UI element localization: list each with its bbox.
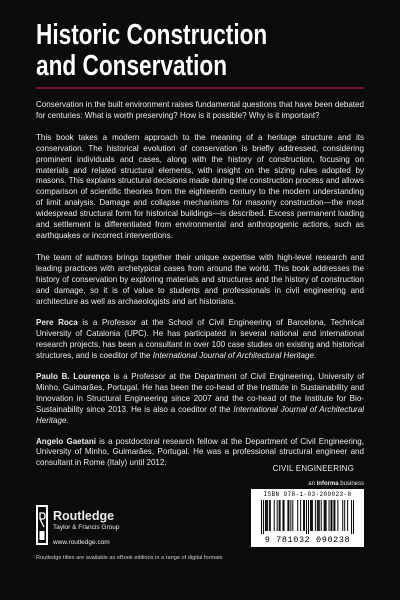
- barcode-bar: [279, 500, 280, 531]
- barcode-bar: [290, 500, 291, 531]
- barcode-bar: [347, 500, 348, 531]
- blurb-body: [36, 100, 364, 479]
- barcode-bar: [284, 500, 285, 531]
- barcode-bar: [317, 500, 318, 531]
- sentence-end: .: [66, 415, 69, 425]
- barcode-bar: [311, 500, 312, 531]
- subject-category: CIVIL ENGINEERING: [272, 464, 354, 473]
- barcode-bar: [283, 500, 284, 531]
- barcode-bar: [351, 500, 352, 534]
- barcode-bar: [326, 500, 327, 531]
- barcode-bar: [300, 500, 301, 531]
- barcode-bar: [263, 500, 264, 534]
- barcode-bar: [288, 500, 289, 531]
- sentence-end: .: [313, 351, 317, 361]
- barcode-digits: 9 781032 090238: [264, 535, 351, 545]
- barcode-bar: [310, 500, 311, 531]
- barcode-bar: [303, 500, 304, 531]
- informa-tagline: [308, 481, 364, 487]
- informa-prefix: an: [308, 481, 317, 487]
- publisher-block: [53, 510, 119, 547]
- barcode-bar: [318, 500, 319, 531]
- barcode-bar: [287, 500, 288, 531]
- barcode-bar: [308, 500, 309, 534]
- barcode-bar: [267, 500, 268, 531]
- journal-title: International Journal of Architectural Heritage: [152, 351, 314, 361]
- barcode-bar: [304, 500, 305, 531]
- barcode-bar: [277, 500, 278, 531]
- barcode-bar: [329, 500, 330, 531]
- title-line-1: Historic Construction: [36, 19, 268, 51]
- barcode-bar: [324, 500, 325, 531]
- barcode-bar: [270, 500, 271, 531]
- barcode-bar: [331, 500, 332, 531]
- barcode-bar: [337, 500, 338, 531]
- barcode-bar: [261, 500, 262, 534]
- barcode-bar: [266, 500, 267, 531]
- publisher-name: Routledge: [53, 509, 115, 523]
- barcode-bar: [344, 500, 345, 531]
- informa-brand: informa: [316, 481, 339, 487]
- barcode-bar: [269, 500, 270, 531]
- barcode-bars: [261, 500, 354, 534]
- routledge-logo-icon: [36, 505, 48, 545]
- barcode-bar: [325, 500, 326, 531]
- barcode-bar: [342, 500, 343, 531]
- ebook-note: Routledge titles are available as eBook editions in a range of digital formats: [36, 555, 223, 561]
- author-bio: is a postdoctoral research fellow at the Department of Civil Engineering, University of Minho, Guimarães, Portugal. He was a professional structural engineer and consultant in Rome (Italy) until 2012.: [36, 436, 364, 468]
- team-paragraph: The team of authors brings together their unique expertise with high-level research and leading practices with archetypical cases from around the world. This book addresses the history of conservation by exploring materials and structures and the history of construction and damage, so it is of value to students and professionals in civil engineering and architecture as well as archaeologists and art historians.: [36, 252, 364, 306]
- barcode-bar: [312, 500, 313, 531]
- isbn-label: ISBN 978-1-03-209023-8: [263, 491, 352, 498]
- author-bio-roca: [36, 318, 364, 362]
- barcode-bar: [315, 500, 316, 531]
- publisher-group: Taylor & Francis Group: [53, 524, 120, 531]
- barcode-bar: [297, 500, 298, 531]
- description-paragraph: This book takes a modern approach to the meaning of a heritage structure and its conservation. The historical evolution of conservation is briefly addressed, considering prominent individuals and cases, along with the history of construction, focusing on materials and related structural elements, with insight on the sizing rules adopted by masons. This explains structural decisions made during the construction process and allows comparison of scientific theories from the eighteenth century to the modern understanding of limit analysis. Damage and collapse mechanisms for masonry construction—the most widespread structural form for historical buildings—is described. Excess permanent loading and settlement is differentiated from environmental and anthropogenic actions, such as earthquakes or incorrect interventions.: [36, 132, 364, 240]
- barcode-bar: [265, 500, 266, 531]
- author-bio-lourenco: [36, 372, 364, 427]
- barcode-bar: [274, 500, 275, 531]
- barcode-bar: [306, 500, 307, 534]
- author-bio: is a Professor at the School of Civil Engineering of Barcelona, Technical University of Catalonia (UPC). He has participated in several national and international research projects, has been a consultant in over 100 case studies on existing and historical structures, and is coeditor of the: [36, 318, 364, 361]
- barcode-bar: [353, 500, 354, 534]
- author-name: Paulo B. Lourenço: [36, 372, 110, 382]
- publisher-url: www.routledge.com: [53, 539, 110, 546]
- barcode-bar: [334, 500, 335, 531]
- barcode-bar: [292, 500, 293, 531]
- journal-title: International Journal of Architectural Heritage: [36, 404, 364, 425]
- intro-paragraph: Conservation in the built environment raises fundamental questions that have been debated for centuries: What is worth preserving? How is it possible? Why is it important?: [36, 100, 364, 120]
- barcode-bar: [333, 500, 334, 531]
- barcode-bar: [321, 500, 322, 531]
- title-line-2: and Conservation: [36, 50, 228, 82]
- informa-suffix: business: [338, 481, 364, 487]
- barcode-bar: [280, 500, 281, 531]
- book-title: [36, 20, 267, 82]
- title-divider: [36, 87, 364, 89]
- isbn-barcode: [251, 489, 364, 547]
- barcode-bar: [319, 500, 320, 531]
- barcode-bar: [331, 500, 332, 531]
- author-name: Angelo Gaetani: [36, 436, 96, 446]
- author-name: Pere Roca: [36, 318, 78, 328]
- author-bio: is a Professor at the Department of Civil Engineering, University of Minho, Guimarães, Portugal. He has been the co-head of the Institute in Sustainability and Innovation in Structural Engineering since 2007 and the co-head of the Institute for Bio-Sustainability since 2013. He is also a coeditor of the: [36, 372, 364, 414]
